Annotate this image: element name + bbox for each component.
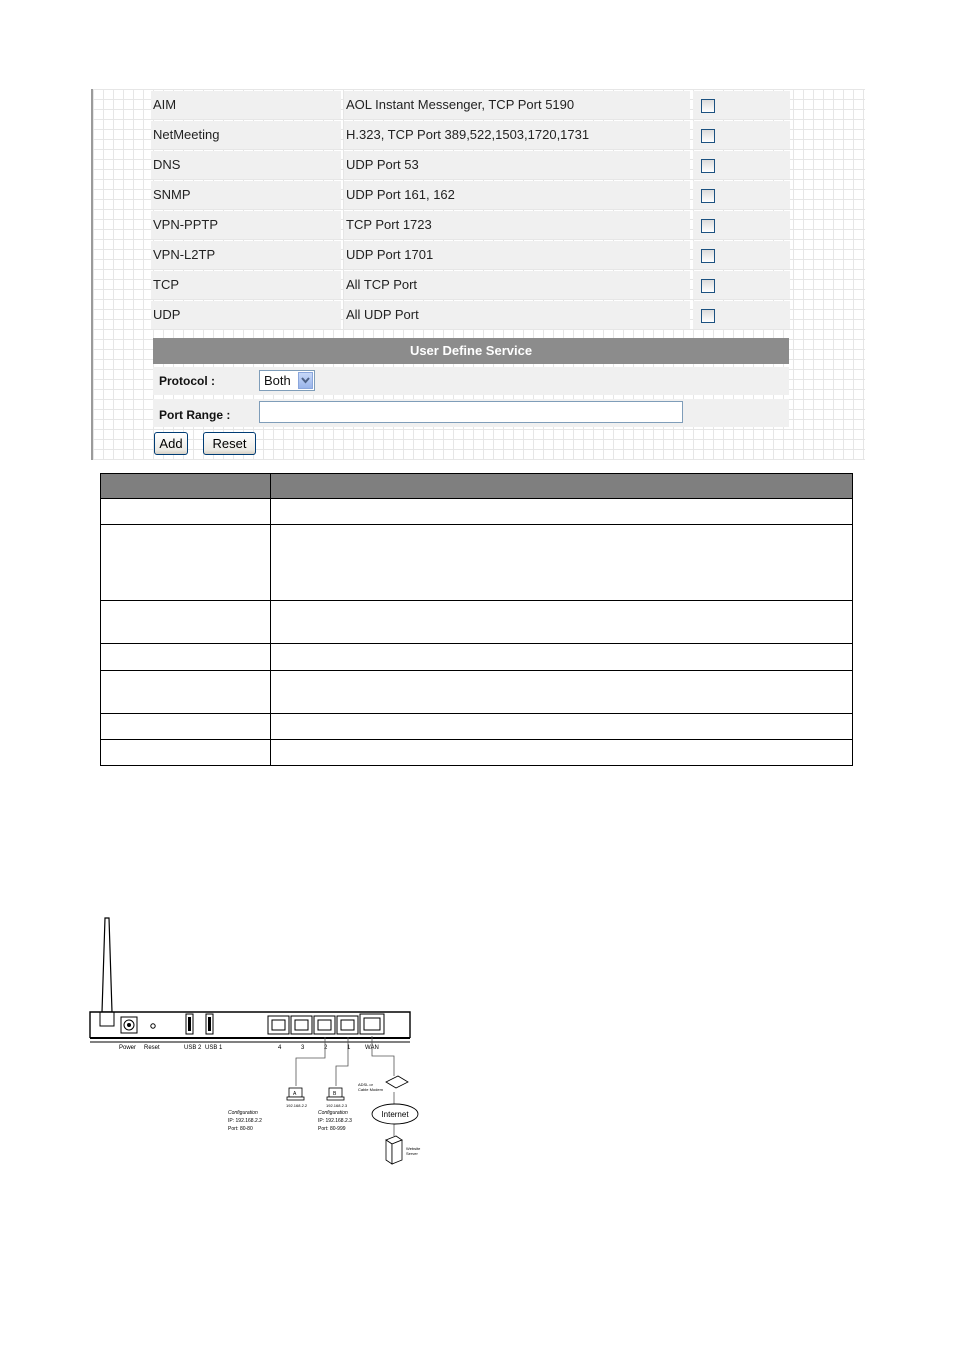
port-range-input[interactable] <box>259 401 683 423</box>
table-cell <box>271 601 853 644</box>
config-b-ip: IP: 192.168.2.3 <box>318 1118 352 1124</box>
server-label-line2: Server <box>406 1151 418 1156</box>
service-checkbox-tcp[interactable] <box>701 279 715 293</box>
table-row <box>101 714 853 740</box>
config-a-port: Port: 80-80 <box>228 1126 253 1132</box>
service-checkbox-cell <box>693 211 790 239</box>
service-description: H.323, TCP Port 389,522,1503,1720,1731 <box>344 121 690 149</box>
reset-button[interactable]: Reset <box>203 432 256 455</box>
service-name: DNS <box>151 151 341 179</box>
table-row <box>101 525 853 601</box>
service-checkbox-snmp[interactable] <box>701 189 715 203</box>
table-cell <box>101 525 271 601</box>
service-name: NetMeeting <box>151 121 341 149</box>
wan-port-icon <box>360 1014 384 1034</box>
config-b-port: Port: 80-999 <box>318 1126 346 1132</box>
service-description: All TCP Port <box>344 271 690 299</box>
parameter-table <box>100 473 853 766</box>
table-cell <box>101 714 271 740</box>
server-label-line1: Website <box>406 1146 421 1151</box>
port4-label: 4 <box>278 1045 282 1051</box>
table-cell <box>271 525 853 601</box>
service-checkbox-cell <box>693 241 790 269</box>
service-name: SNMP <box>151 181 341 209</box>
table-cell <box>271 644 853 671</box>
table-header-row <box>101 474 853 499</box>
service-row-vpn-l2tp <box>151 241 790 269</box>
reset-hole-icon <box>151 1024 155 1028</box>
service-row-dns <box>151 151 790 179</box>
add-button[interactable]: Add <box>154 432 188 455</box>
service-description: UDP Port 161, 162 <box>344 181 690 209</box>
usb2-label: USB 2 <box>184 1045 202 1051</box>
protocol-select[interactable] <box>259 370 315 391</box>
service-checkbox-vpn-l2tp[interactable] <box>701 249 715 263</box>
usb1-label: USB 1 <box>205 1045 223 1051</box>
computer-a-label: A <box>293 1091 297 1097</box>
service-checkbox-cell <box>693 181 790 209</box>
port2-label: 2 <box>324 1045 328 1051</box>
lan-port-icon <box>268 1016 358 1034</box>
server-icon <box>386 1136 402 1164</box>
usb-port-icon <box>186 1014 213 1034</box>
service-panel <box>91 89 865 460</box>
table-row <box>101 644 853 671</box>
user-define-service-header: User Define Service <box>153 338 789 364</box>
service-checkbox-cell <box>693 151 790 179</box>
service-checkbox-cell <box>693 301 790 329</box>
service-name: AIM <box>151 91 341 119</box>
service-description: AOL Instant Messenger, TCP Port 5190 <box>344 91 690 119</box>
port-range-row <box>153 399 789 427</box>
service-row-udp <box>151 301 790 329</box>
service-row-tcp <box>151 271 790 299</box>
table-cell <box>101 740 271 766</box>
modem-icon <box>386 1076 408 1088</box>
service-description: UDP Port 1701 <box>344 241 690 269</box>
service-checkbox-cell <box>693 271 790 299</box>
service-checkbox-vpn-pptp[interactable] <box>701 219 715 233</box>
config-a-title: Configuration <box>228 1110 258 1116</box>
port-range-label: Port Range : <box>159 408 231 422</box>
internet-label: Internet <box>381 1110 409 1119</box>
service-name: TCP <box>151 271 341 299</box>
service-name: VPN-L2TP <box>151 241 341 269</box>
chevron-down-icon[interactable] <box>298 372 313 389</box>
service-checkbox-aim[interactable] <box>701 99 715 113</box>
table-cell <box>101 601 271 644</box>
port1-label: 1 <box>347 1045 351 1051</box>
modem-label-line1: ADSL or <box>358 1082 373 1087</box>
table-row <box>101 671 853 714</box>
table-cell <box>101 644 271 671</box>
table-cell <box>271 671 853 714</box>
computer-b-ip: 192.168.2.3 <box>326 1103 348 1108</box>
computer-a-ip: 192.168.2.2 <box>286 1103 308 1108</box>
service-description: UDP Port 53 <box>344 151 690 179</box>
table-cell <box>101 499 271 525</box>
config-a-ip: IP: 192.168.2.2 <box>228 1118 262 1124</box>
wan-label: WAN <box>365 1045 379 1051</box>
service-checkbox-cell <box>693 121 790 149</box>
modem-label-line2: Cable Modem <box>358 1087 383 1092</box>
service-row-vpn-pptp <box>151 211 790 239</box>
antenna-icon <box>100 918 114 1026</box>
power-label: Power <box>119 1045 137 1051</box>
table-header-cell <box>101 474 271 499</box>
service-row-aim <box>151 91 790 119</box>
port3-label: 3 <box>301 1045 305 1051</box>
service-description: All UDP Port <box>344 301 690 329</box>
table-header-cell <box>271 474 853 499</box>
router-network-diagram <box>88 914 440 1166</box>
service-checkbox-cell <box>693 91 790 119</box>
table-cell <box>271 499 853 525</box>
reset-label: Reset <box>144 1045 160 1051</box>
service-checkbox-dns[interactable] <box>701 159 715 173</box>
table-cell <box>101 671 271 714</box>
service-checkbox-udp[interactable] <box>701 309 715 323</box>
service-name: UDP <box>151 301 341 329</box>
table-cell <box>271 714 853 740</box>
config-b-title: Configuration <box>318 1110 348 1116</box>
table-row <box>101 740 853 766</box>
service-row-netmeeting <box>151 121 790 149</box>
service-checkbox-netmeeting[interactable] <box>701 129 715 143</box>
power-jack-icon <box>121 1017 137 1033</box>
protocol-label: Protocol : <box>159 374 215 388</box>
computer-b-label: B <box>333 1091 337 1097</box>
service-name: VPN-PPTP <box>151 211 341 239</box>
protocol-row <box>153 367 789 395</box>
table-row <box>101 601 853 644</box>
service-description: TCP Port 1723 <box>344 211 690 239</box>
table-row <box>101 499 853 525</box>
service-row-snmp <box>151 181 790 209</box>
protocol-selected-value: Both <box>264 373 291 388</box>
table-cell <box>271 740 853 766</box>
